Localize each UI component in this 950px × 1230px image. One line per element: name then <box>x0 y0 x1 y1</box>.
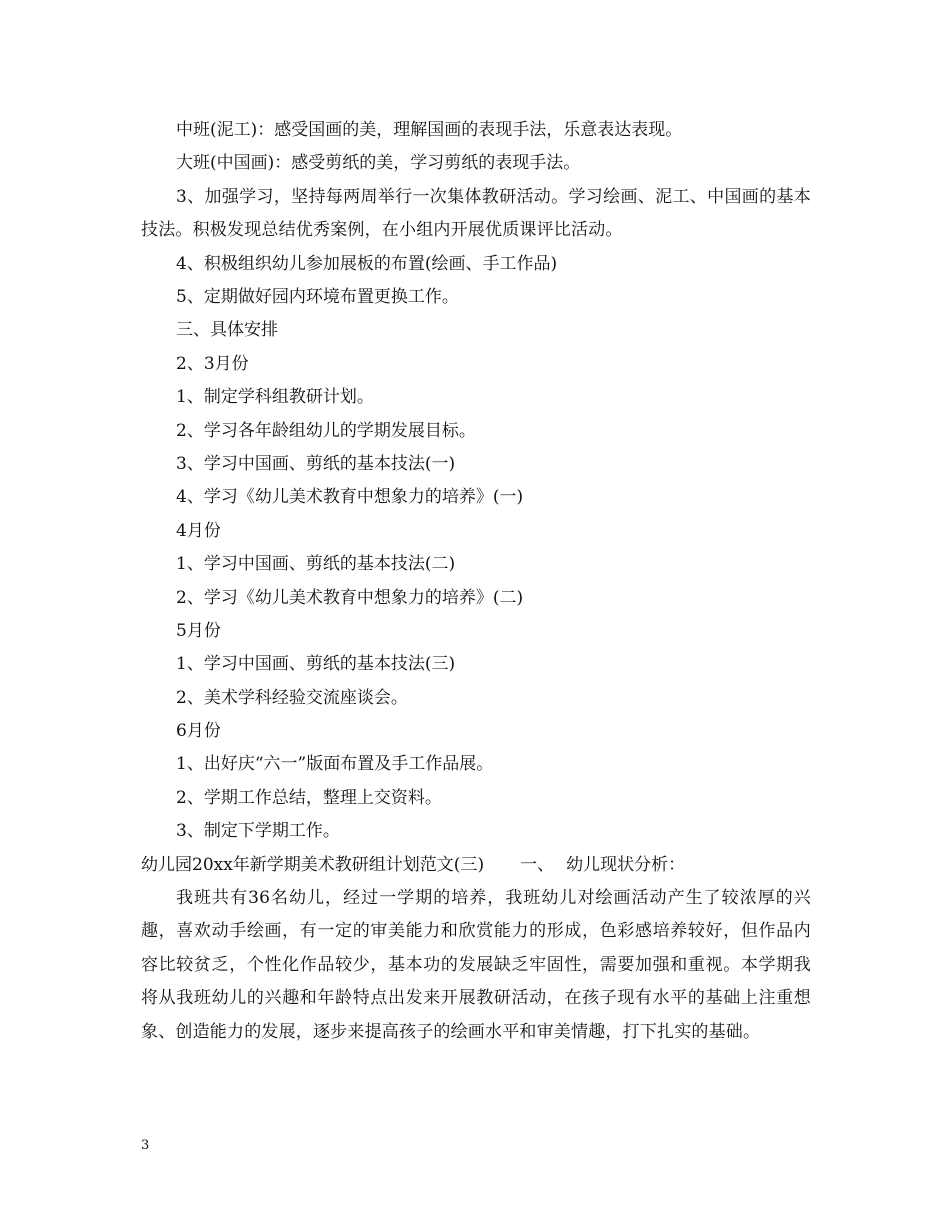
month-heading: 5月份 <box>176 620 221 641</box>
document-body <box>141 114 811 1049</box>
paragraph-analysis: 我班共有36名幼儿，经过一学期的培养，我班幼儿对绘画活动产生了较浓厚的兴趣，喜欢动手绘画，有一定的审美能力和欣赏能力的形成，色彩感培养较好，但作品内容比较贫乏，个性化作品较少，基本功的发展缺乏牢固性，需要加强和重视。本学期我将从我班幼儿的兴趣和年龄特点出发来开展教研活动，在孩子现有水平的基础上注重想象、创造能力的发展，逐步来提高孩子的绘画水平和审美情趣，打下扎实的基础。 <box>141 888 811 1042</box>
text-line: 2、美术学科经验交流座谈会。 <box>176 687 408 708</box>
text-line: 中班(泥工)：感受国画的美，理解国画的表现手法，乐意表达表现。 <box>176 120 683 140</box>
section-title-row <box>141 849 811 882</box>
month-heading: 2、3月份 <box>176 353 249 374</box>
text-line: 1、出好庆“六一”版面布置及手工作品展。 <box>176 754 494 775</box>
text-line: 4、积极组织幼儿参加展板的布置(绘画、手工作品) <box>176 253 558 274</box>
text-line: 1、制定学科组教研计划。 <box>176 387 374 408</box>
text-line: 大班(中国画)：感受剪纸的美，学习剪纸的表现手法。 <box>176 153 581 174</box>
month-heading: 4月份 <box>176 520 221 541</box>
text-line: 2、学期工作总结，整理上交资料。 <box>176 787 442 808</box>
month-heading: 6月份 <box>176 721 221 742</box>
text-line: 3、制定下学期工作。 <box>176 821 340 842</box>
text-line: 2、学习《幼儿美术教育中想象力的培养》(二) <box>176 587 524 608</box>
text-line: 1、学习中国画、剪纸的基本技法(三) <box>176 654 456 675</box>
paragraph-study: 3、加强学习，坚持每两周举行一次集体教研活动。学习绘画、泥工、中国画的基本技法。积极发现总结优秀案例，在小组内开展优质课评比活动。 <box>141 186 811 241</box>
section-sub-title: 幼儿现状分析： <box>566 854 686 875</box>
text-line: 5、定期做好园内环境布置更换工作。 <box>176 286 459 307</box>
section-sub-number: 一、 <box>520 854 555 875</box>
text-line: 1、学习中国画、剪纸的基本技法(二) <box>176 554 456 575</box>
text-line: 4、学习《幼儿美术教育中想象力的培养》(一) <box>176 487 524 508</box>
text-line: 2、学习各年龄组幼儿的学期发展目标。 <box>176 420 476 441</box>
section-title: 幼儿园20xx年新学期美术教研组计划范文(三) <box>141 854 485 875</box>
text-line: 3、学习中国画、剪纸的基本技法(一) <box>176 453 456 474</box>
page-number: 3 <box>141 1138 150 1153</box>
section-heading: 三、具体安排 <box>176 320 278 341</box>
